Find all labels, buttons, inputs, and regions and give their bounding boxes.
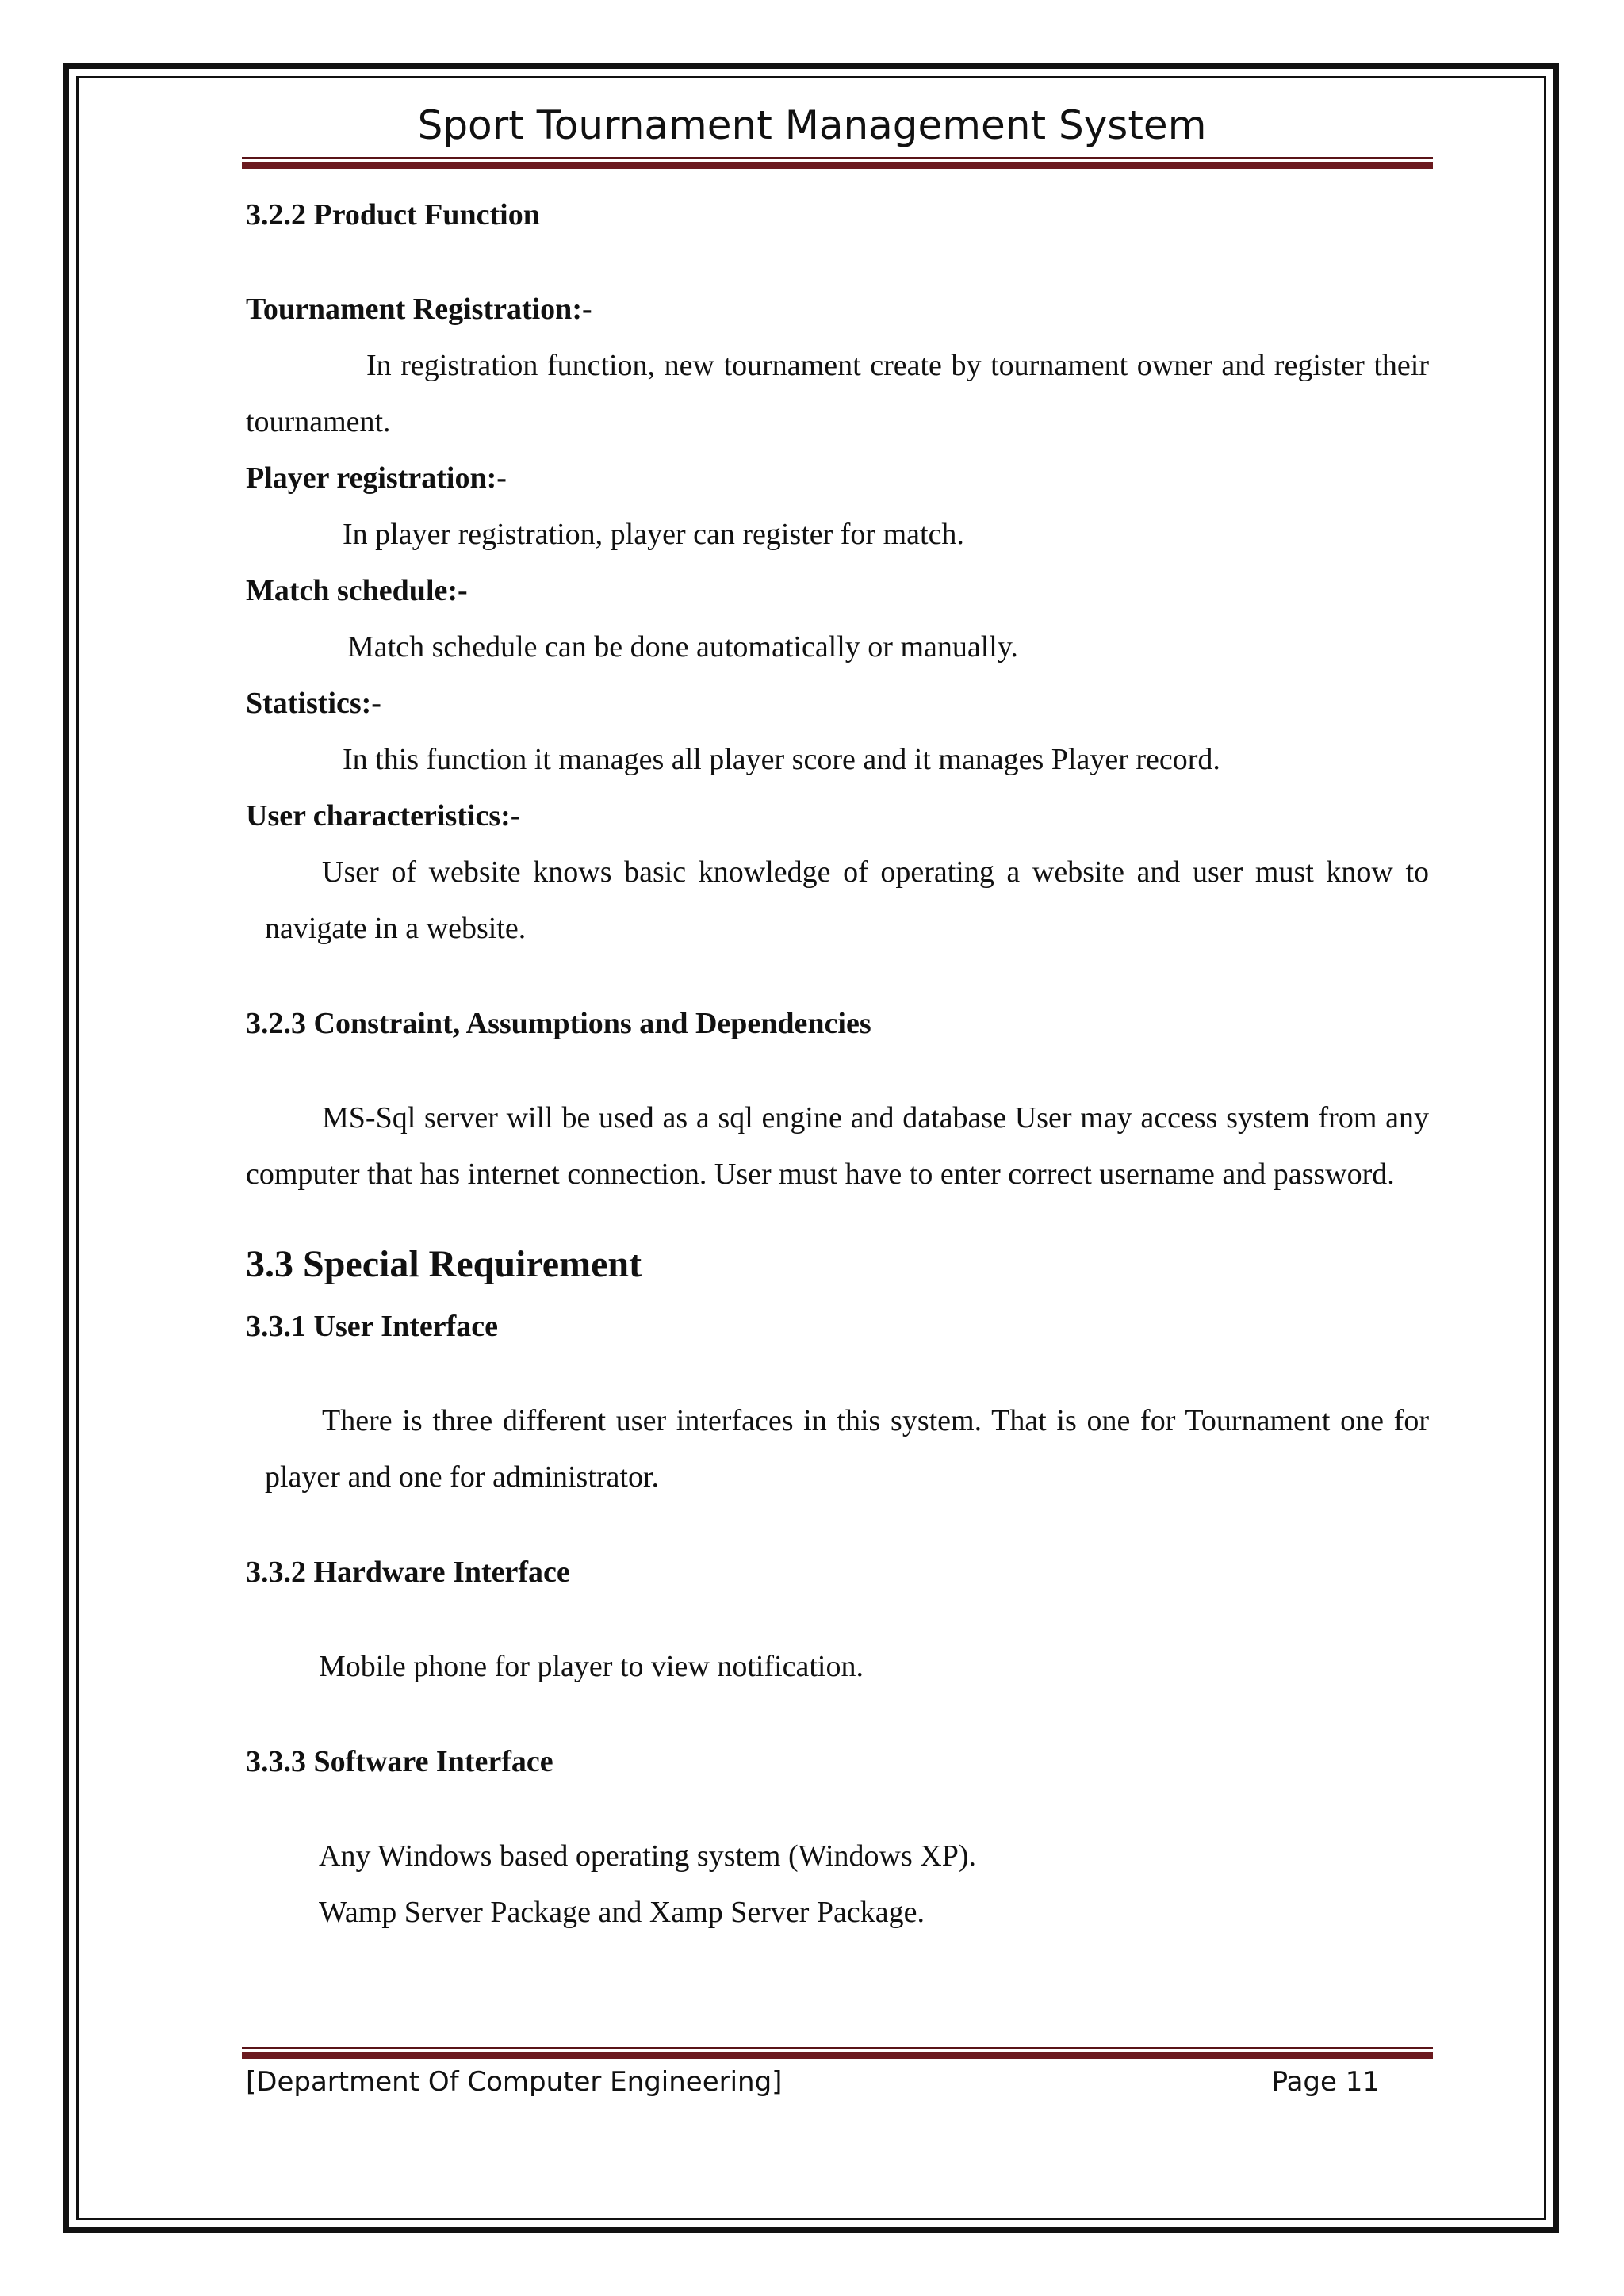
footer-department: [Department Of Computer Engineering] [246,2066,783,2098]
footer-rule [242,2047,1433,2059]
text-user-interface: There is three different user interfaces in this system. That is one for Tournament one for player and one for administrator. [265,1404,1429,1494]
text-software-interface-line-1: Any Windows based operating system (Windows XP). [319,1839,976,1873]
label-tournament-registration: Tournament Registration:- [246,293,592,326]
footer-page-number: Page 11 [1271,2066,1380,2098]
page-content [246,186,1429,1941]
heading-hardware-interface: 3.3.2 Hardware Interface [246,1556,570,1589]
text-user-characteristics: User of website knows basic knowledge of operating a website and user must know to navigate in a website. [265,855,1429,945]
heading-constraints: 3.2.3 Constraint, Assumptions and Dependencies [246,1007,871,1040]
heading-user-interface: 3.3.1 User Interface [246,1310,498,1343]
text-player-registration: In player registration, player can register for match. [343,518,964,551]
text-statistics: In this function it manages all player score and it manages Player record. [343,743,1220,776]
text-software-interface-line-2: Wamp Server Package and Xamp Server Package. [319,1896,925,1929]
heading-software-interface: 3.3.3 Software Interface [246,1745,553,1778]
text-tournament-registration: In registration function, new tournament create by tournament owner and register their tournament. [246,349,1429,438]
heading-product-function: 3.2.2 Product Function [246,198,540,232]
label-statistics: Statistics:- [246,687,381,720]
header-rule [242,157,1433,169]
text-match-schedule: Match schedule can be done automatically or manually. [347,630,1018,664]
label-user-characteristics: User characteristics:- [246,799,521,832]
heading-special-requirement: 3.3 Special Requirement [246,1243,642,1285]
text-hardware-interface: Mobile phone for player to view notification. [319,1650,864,1683]
label-player-registration: Player registration:- [246,461,507,495]
text-constraints: MS-Sql server will be used as a sql engine and database User may access system from any computer that has internet connection. User must have to enter correct username and password. [246,1101,1429,1191]
header-title: Sport Tournament Management System [417,102,1207,148]
label-match-schedule: Match schedule:- [246,574,468,607]
